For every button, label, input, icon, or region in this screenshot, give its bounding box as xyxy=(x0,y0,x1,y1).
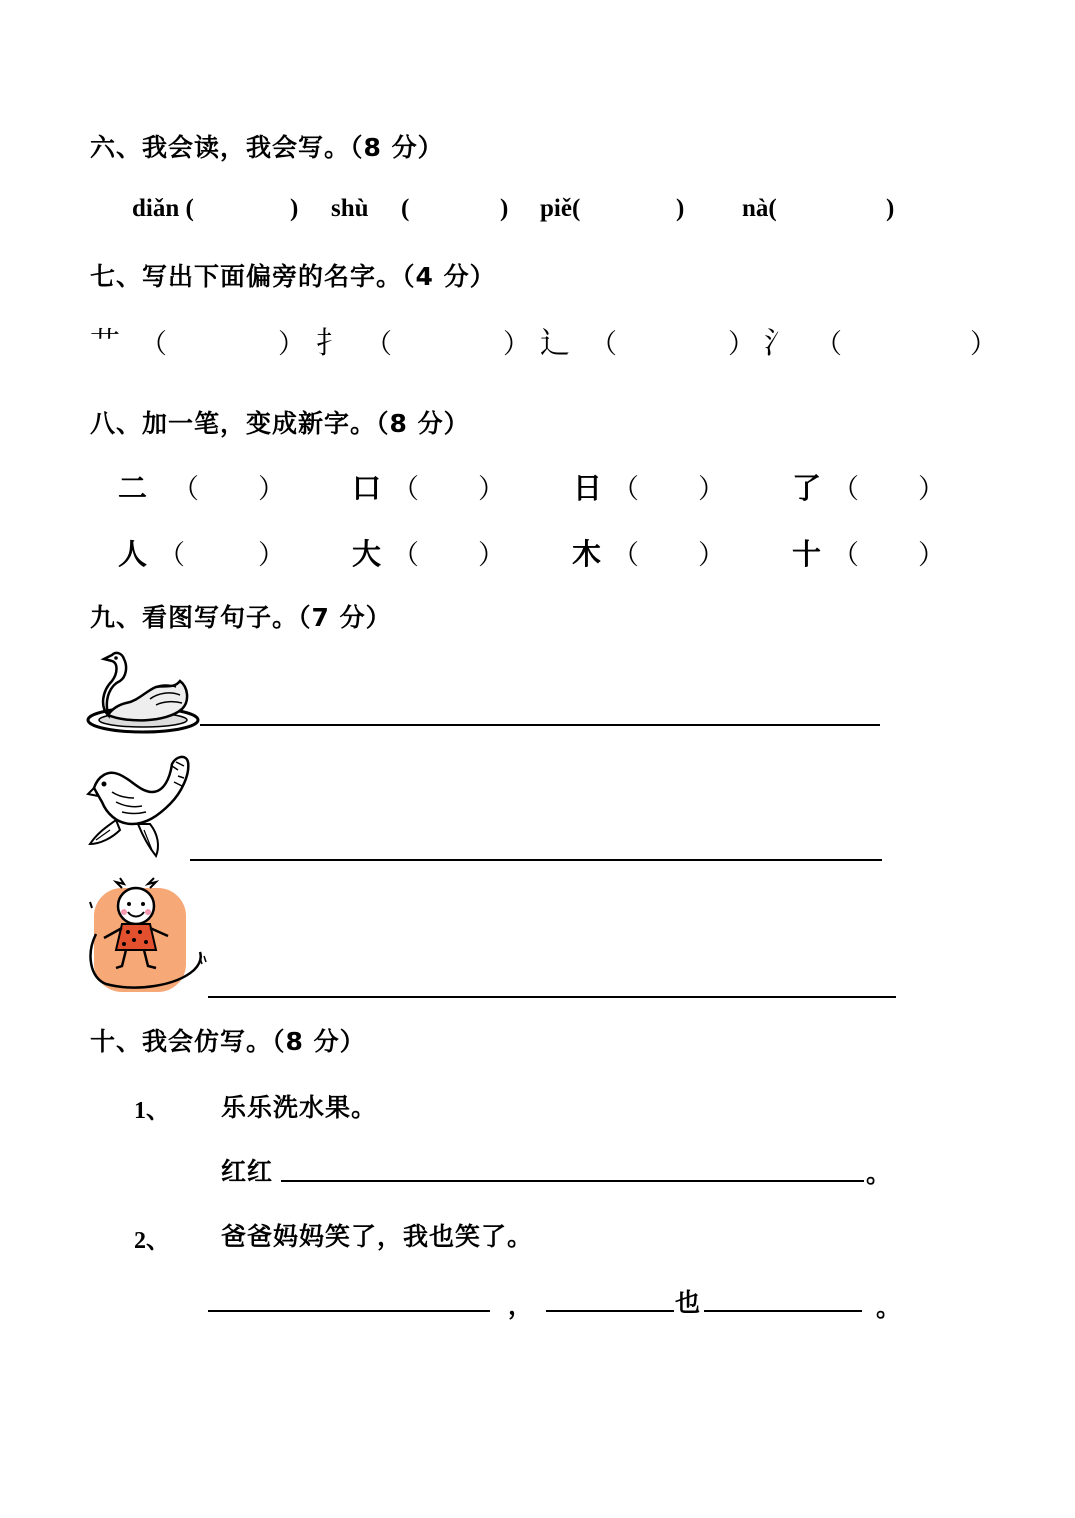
pinyin-dian: diǎn ( xyxy=(132,195,194,222)
item-2-number: 2、 xyxy=(134,1228,170,1254)
girl-jumping-rope-icon xyxy=(86,874,212,1000)
paren-close: ） xyxy=(258,540,285,571)
paren-close: ） xyxy=(918,540,945,571)
paren-close: ） xyxy=(698,474,725,505)
paren-close: ） xyxy=(278,329,305,360)
radical-zou: 辶 xyxy=(540,326,570,361)
paren-open: ( xyxy=(401,195,410,222)
item-1-number: 1、 xyxy=(134,1098,170,1124)
radical-shui: 氵 xyxy=(764,326,794,361)
section-9-heading: 九、看图写句子。（7 分） xyxy=(90,603,392,632)
char-ren: 人 xyxy=(118,537,148,571)
paren-close: ） xyxy=(478,474,505,505)
char-da: 大 xyxy=(352,537,382,571)
item-2-example: 爸爸妈妈笑了，我也笑了。 xyxy=(221,1222,534,1251)
section-6-heading: 六、我会读，我会写。（8 分） xyxy=(90,133,444,162)
section-8-heading: 八、加一笔，变成新字。（8 分） xyxy=(90,409,470,438)
paren-open: （ xyxy=(140,329,167,360)
paren-open: （ xyxy=(590,329,617,360)
char-le: 了 xyxy=(792,471,822,505)
answer-line-bird[interactable] xyxy=(190,859,882,861)
paren-close: ) xyxy=(886,195,895,222)
char-er: 二 xyxy=(118,471,148,505)
paren-open: （ xyxy=(365,329,392,360)
item-1-period: 。 xyxy=(866,1159,893,1188)
paren-close: ） xyxy=(258,474,285,505)
paren-close: ） xyxy=(728,329,755,360)
section-7-heading: 七、写出下面偏旁的名字。（4 分） xyxy=(90,262,496,291)
pinyin-pie: piě( xyxy=(540,195,581,222)
paren-open: （ xyxy=(392,540,419,571)
bird-icon xyxy=(86,752,192,860)
char-ri: 日 xyxy=(573,471,603,505)
pinyin-na: nà( xyxy=(742,195,777,222)
char-kou: 口 xyxy=(352,471,382,505)
pinyin-shu: shù xyxy=(331,195,369,222)
paren-open: （ xyxy=(612,540,639,571)
item-2-answer-line-2[interactable] xyxy=(546,1310,674,1312)
paren-close: ) xyxy=(290,195,299,222)
paren-close: ) xyxy=(500,195,509,222)
paren-close: ） xyxy=(970,329,997,360)
paren-open: （ xyxy=(158,540,185,571)
item-1-prefix: 红红 xyxy=(221,1157,274,1186)
paren-open: （ xyxy=(832,540,859,571)
radical-shou: 扌 xyxy=(316,326,346,361)
item-2-period: 。 xyxy=(876,1293,903,1322)
paren-close: ） xyxy=(503,329,530,360)
answer-line-swan[interactable] xyxy=(200,724,880,726)
char-mu: 木 xyxy=(572,537,602,571)
paren-close: ） xyxy=(698,540,725,571)
radical-cao: 艹 xyxy=(90,326,120,361)
paren-open: （ xyxy=(832,474,859,505)
swan-icon xyxy=(86,645,204,737)
item-1-example: 乐乐洗水果。 xyxy=(221,1093,378,1122)
paren-open: （ xyxy=(172,474,199,505)
char-shi: 十 xyxy=(792,537,822,571)
item-2-ye: 也 xyxy=(675,1288,702,1317)
item-2-answer-line-1[interactable] xyxy=(208,1310,490,1312)
item-2-comma: ， xyxy=(508,1291,535,1320)
paren-close: ） xyxy=(478,540,505,571)
paren-close: ) xyxy=(676,195,685,222)
answer-line-girl[interactable] xyxy=(208,996,896,998)
paren-open: （ xyxy=(815,329,842,360)
paren-close: ） xyxy=(918,474,945,505)
section-10-heading: 十、我会仿写。（8 分） xyxy=(90,1027,366,1056)
item-2-answer-line-3[interactable] xyxy=(704,1310,862,1312)
paren-open: （ xyxy=(392,474,419,505)
item-1-answer-line[interactable] xyxy=(281,1180,864,1182)
paren-open: （ xyxy=(612,474,639,505)
